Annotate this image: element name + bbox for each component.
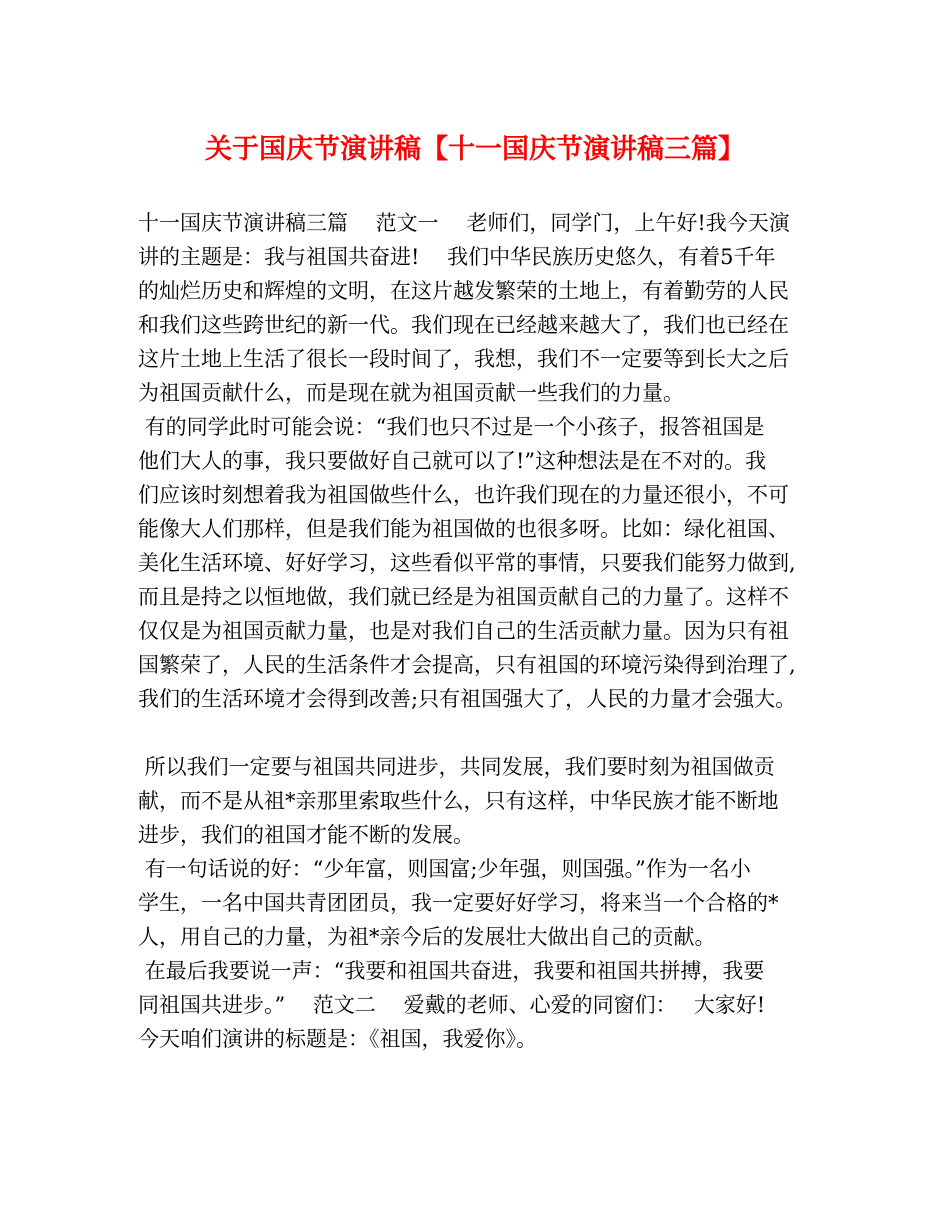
text-line: 这片土地上生活了很长一段时间了，我想，我们不一定要等到长大之后: [138, 347, 789, 371]
text-line: 和我们这些跨世纪的新一代。我们现在已经越来越大了，我们也已经在: [138, 313, 789, 337]
text-line: 美化生活环境、好好学习，这些看似平常的事情，只要我们能努力做到,: [138, 551, 796, 575]
text-line: 为祖国贡献什么，而是现在就为祖国贡献一些我们的力量。: [138, 381, 684, 405]
text-line: 我们的生活环境才会得到改善;只有祖国强大了，人民的力量才会强大。: [138, 687, 797, 711]
text-line: 仅仅是为祖国贡献力量，也是对我们自己的生活贡献力量。因为只有祖: [138, 619, 789, 643]
text-line: 今天咱们演讲的标题是：《祖国，我爱你》。: [138, 1027, 537, 1051]
text-line: 有的同学此时可能会说：“我们也只不过是一个小孩子，报答祖国是: [138, 415, 765, 439]
text-line: 所以我们一定要与祖国共同进步，共同发展，我们要时刻为祖国做贡: [138, 755, 775, 779]
text-line: 们应该时刻想着我为祖国做些什么，也许我们现在的力量还很小，不可: [138, 483, 789, 507]
text-line: 同祖国共进步。” 范文二 爱戴的老师、心爱的同窗们： 大家好!: [138, 993, 766, 1017]
text-line: 有一句话说的好：“少年富，则国富;少年强，则国强。”作为一名小: [138, 857, 751, 881]
text-line: 讲的主题是：我与祖国共奋进! 我们中华民族历史悠久，有着5千年: [138, 245, 776, 269]
text-line: 他们大人的事，我只要做好自己就可以了!”这种想法是在不对的。我: [138, 449, 767, 473]
text-line: 进步，我们的祖国才能不断的发展。: [138, 823, 474, 847]
text-line: 能像大人们那样，但是我们能为祖国做的也很多呀。比如：绿化祖国、: [138, 517, 789, 541]
paragraph-gap: [138, 716, 838, 750]
text-line: 而且是持之以恒地做，我们就已经是为祖国贡献自己的力量了。这样不: [138, 585, 789, 609]
text-line: 在最后我要说一声：“我要和祖国共奋进，我要和祖国共拼搏，我要: [138, 959, 765, 983]
text-line: 献，而不是从祖*亲那里索取些什么，只有这样，中华民族才能不断地: [138, 789, 779, 813]
text-line: 学生，一名中国共青团团员，我一定要好好学习，将来当一个合格的*: [138, 891, 779, 915]
document-title: 关于国庆节演讲稿【十一国庆节演讲稿三篇】: [205, 134, 745, 165]
document-body: [138, 206, 838, 1056]
text-line: 的灿烂历史和辉煌的文明，在这片越发繁荣的土地上，有着勤劳的人民: [138, 279, 789, 303]
text-line: 人，用自己的力量，为祖*亲今后的发展壮大做出自己的贡献。: [138, 925, 716, 949]
text-line: 十一国庆节演讲稿三篇 范文一 老师们，同学门，上午好!我今天演: [138, 211, 790, 235]
text-line: 国繁荣了，人民的生活条件才会提高，只有祖国的环境污染得到治理了,: [138, 653, 796, 677]
